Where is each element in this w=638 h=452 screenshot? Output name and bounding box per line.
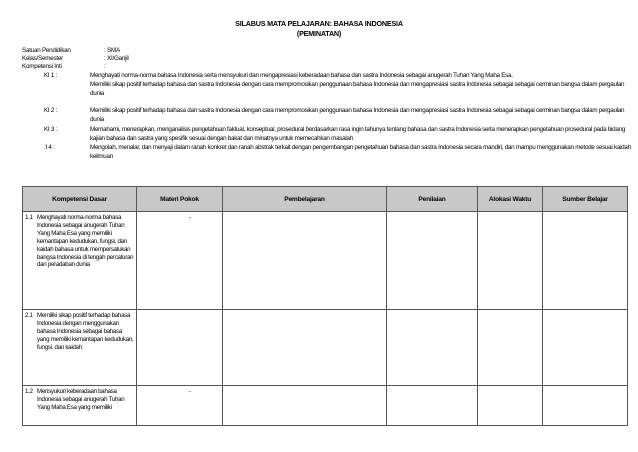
materi-cell [137, 212, 223, 310]
kd-number: 2.1 [25, 312, 33, 319]
meta-label: Kelas/Semester [22, 55, 63, 62]
alokasi-cell [478, 212, 543, 310]
kd-text: Memiliki sikap positif terhadap bahasa Indonesia dengan menggunakan bahasa Indonesia sebagai bahasa yang memiliki kemantapan kedudukan, fungsi, dan kaidah [37, 312, 134, 351]
meta-value: : XI/Ganjil [104, 55, 129, 62]
pembelajaran-cell [223, 310, 387, 386]
column-header-sumber-belajar: Sumber Belajar [543, 187, 628, 212]
pembelajaran-cell [223, 212, 387, 310]
meta-label: Kompetensi Inti [22, 63, 62, 70]
meta-value: : [104, 63, 106, 70]
kd-text: Mensyukuri keberadaan bahasa Indonesia sebagai anugerah Tuhan Yang Maha Esa yang memiliki [37, 388, 125, 411]
sumber-cell [543, 310, 628, 386]
document-subtitle: (PEMINATAN) [296, 29, 342, 38]
sumber-cell [543, 386, 628, 426]
ki-text: Menghayati norma-norma bahasa Indonesia serta mensyukuri dan mengapresiasi keberadaan bahasa dan sastra Indonesia sebagai anugerah Tuhan Yang Maha Esa. [90, 72, 513, 79]
meta-kelas-semester [22, 55, 129, 63]
materi-cell [137, 386, 223, 426]
column-header-alokasi-waktu: Alokasi Waktu [478, 187, 543, 212]
ki-text: Memiliki sikap positif terhadap bahasa dan sastra Indonesia dengan cara mempromosikan penggunaan bahasa Indonesia dan mengapresiasi sastra Indonesia sebagai sebagai cerminan bangsa dalam pergaulan dunia [90, 107, 625, 123]
penilaian-cell [387, 212, 478, 310]
penilaian-cell [387, 386, 478, 426]
kd-text: Menghayati norma-norma bahasa Indonesia sebagai anugerah Tuhan Yang Maha Esa yang memiliki kemantapan kedudukan, fungsi, dan kaidah bahasa untuk mempersatukan bangsa Indonesia di tengah percaturan dan peradaban dunia [37, 214, 134, 269]
materi-text: - [189, 388, 191, 395]
ki-text: Mengolah, menalar, dan menyaji dalam ranah konkret dan ranah abstrak terkait dengan pengembangan pengetahuan bahasa dan sastra Indonesia secara mandiri, dan mampu menggunakan metode sesuai kaidah keilmuan [90, 144, 631, 160]
column-header-materi-pokok: Materi Pokok [137, 187, 223, 212]
meta-label: Satuan Pendidikan [22, 47, 71, 54]
kd-number: 1.2 [25, 388, 33, 395]
alokasi-cell [478, 386, 543, 426]
document-title: SILABUS MATA PELAJARAN: BAHASA INDONESIA [235, 19, 403, 28]
sumber-cell [543, 212, 628, 310]
kd-cell [23, 310, 137, 386]
ki-code: :I 4 : [44, 144, 55, 151]
column-header-kompetensi-dasar: Kompetensi Dasar [23, 187, 137, 212]
table-row [23, 386, 628, 426]
penilaian-cell [387, 310, 478, 386]
ki-text: Memiliki sikap positif terhadap bahasa dan sastra Indonesia dengan cara mempromosikan penggunaan bahasa Indonesia dan mengapresiasi sastra Indonesia sebagai sebagai cerminan bangsa dalam pergaulan dunia [90, 81, 625, 97]
syllabus-table [22, 186, 628, 426]
ki-code: KI 3 : [44, 126, 58, 133]
materi-cell [137, 310, 223, 386]
kd-number: 1.1 [25, 214, 33, 221]
meta-kompetensi-inti [22, 63, 106, 71]
table-header-row [23, 187, 628, 212]
alokasi-cell [478, 310, 543, 386]
column-header-penilaian: Penilaian [387, 187, 478, 212]
table-row [23, 212, 628, 310]
table-row [23, 310, 628, 386]
meta-satuan-pendidikan [22, 47, 120, 55]
materi-text: - [189, 214, 191, 221]
meta-value: : SMA [104, 47, 120, 54]
kd-cell [23, 386, 137, 426]
pembelajaran-cell [223, 386, 387, 426]
ki-code: KI 2 : [44, 107, 58, 114]
column-header-pembelajaran: Pembelajaran [223, 187, 387, 212]
ki-text: Memahami, menerapkan, menganalisis pengetahuan faktual, konseptual, prosedural berdasarkan rasa ingin tahunya tentang bahasa dan sastra Indonesia serta menerapkan pengetahuan prosedural pada bidang kajian bahasa dan sastra yang spesifik sesuai dengan bakat dan minatnya untuk memecahkan masalah [90, 126, 626, 142]
ki-code: KI 1 : [44, 72, 58, 79]
kd-cell [23, 212, 137, 310]
